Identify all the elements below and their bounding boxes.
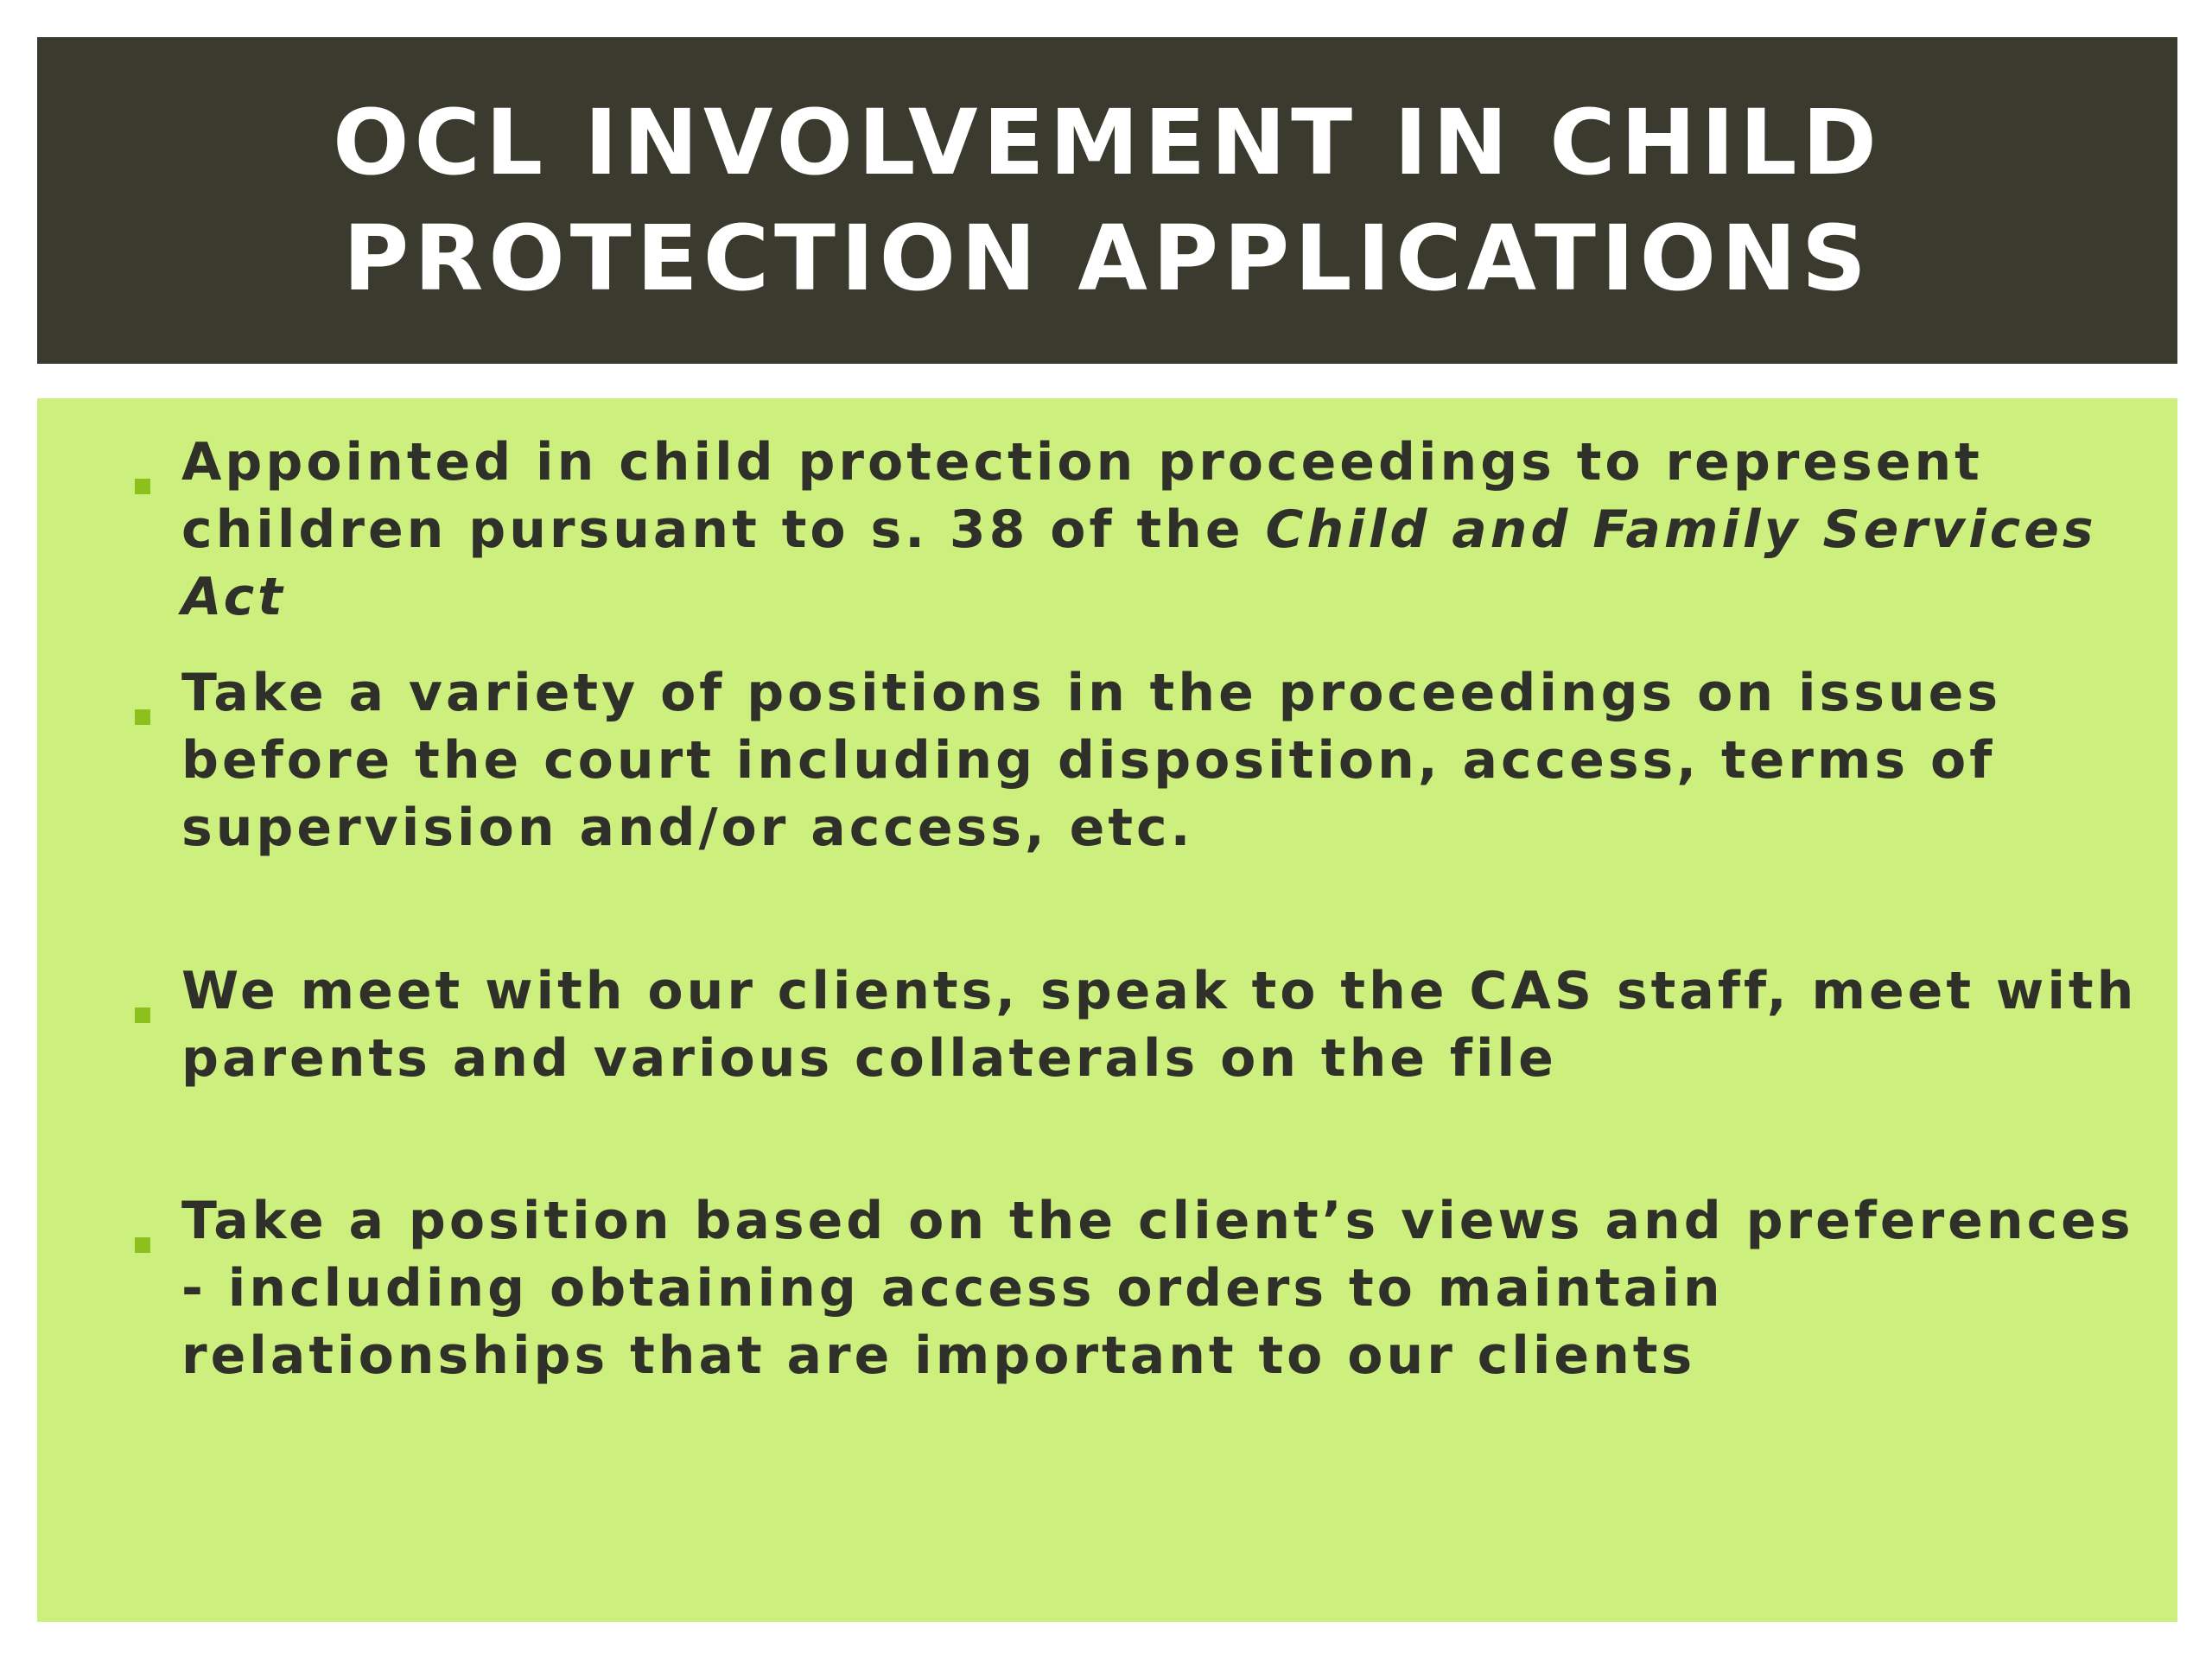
content-panel bbox=[37, 398, 2177, 1622]
bullet-text: Appointed in child protection proceedings to represent children pursuant to s. 38 of the Child and Family Services Act bbox=[181, 432, 2097, 627]
square-bullet-icon bbox=[135, 1007, 150, 1023]
bullet-text: We meet with our clients, speak to the CAS staff, meet with parents and various collaterals on the file bbox=[181, 961, 2138, 1089]
square-bullet-icon bbox=[135, 479, 150, 494]
bullet-text: Take a position based on the client’s views and preferences - including obtaining access orders to maintain relationships that are important to our clients bbox=[181, 1191, 2134, 1386]
bullet-text: Take a variety of positions in the proceedings on issues before the court including disposition, access, terms of supervision and/or access, etc. bbox=[181, 663, 2002, 858]
slide-title: OCL INVOLVEMENT IN CHILD PROTECTION APPLICATIONS bbox=[333, 90, 1882, 311]
square-bullet-icon bbox=[135, 709, 150, 725]
square-bullet-icon bbox=[135, 1237, 150, 1253]
act-title: Child and Family Services Act bbox=[181, 499, 2097, 627]
slide-title-bar bbox=[37, 37, 2177, 364]
